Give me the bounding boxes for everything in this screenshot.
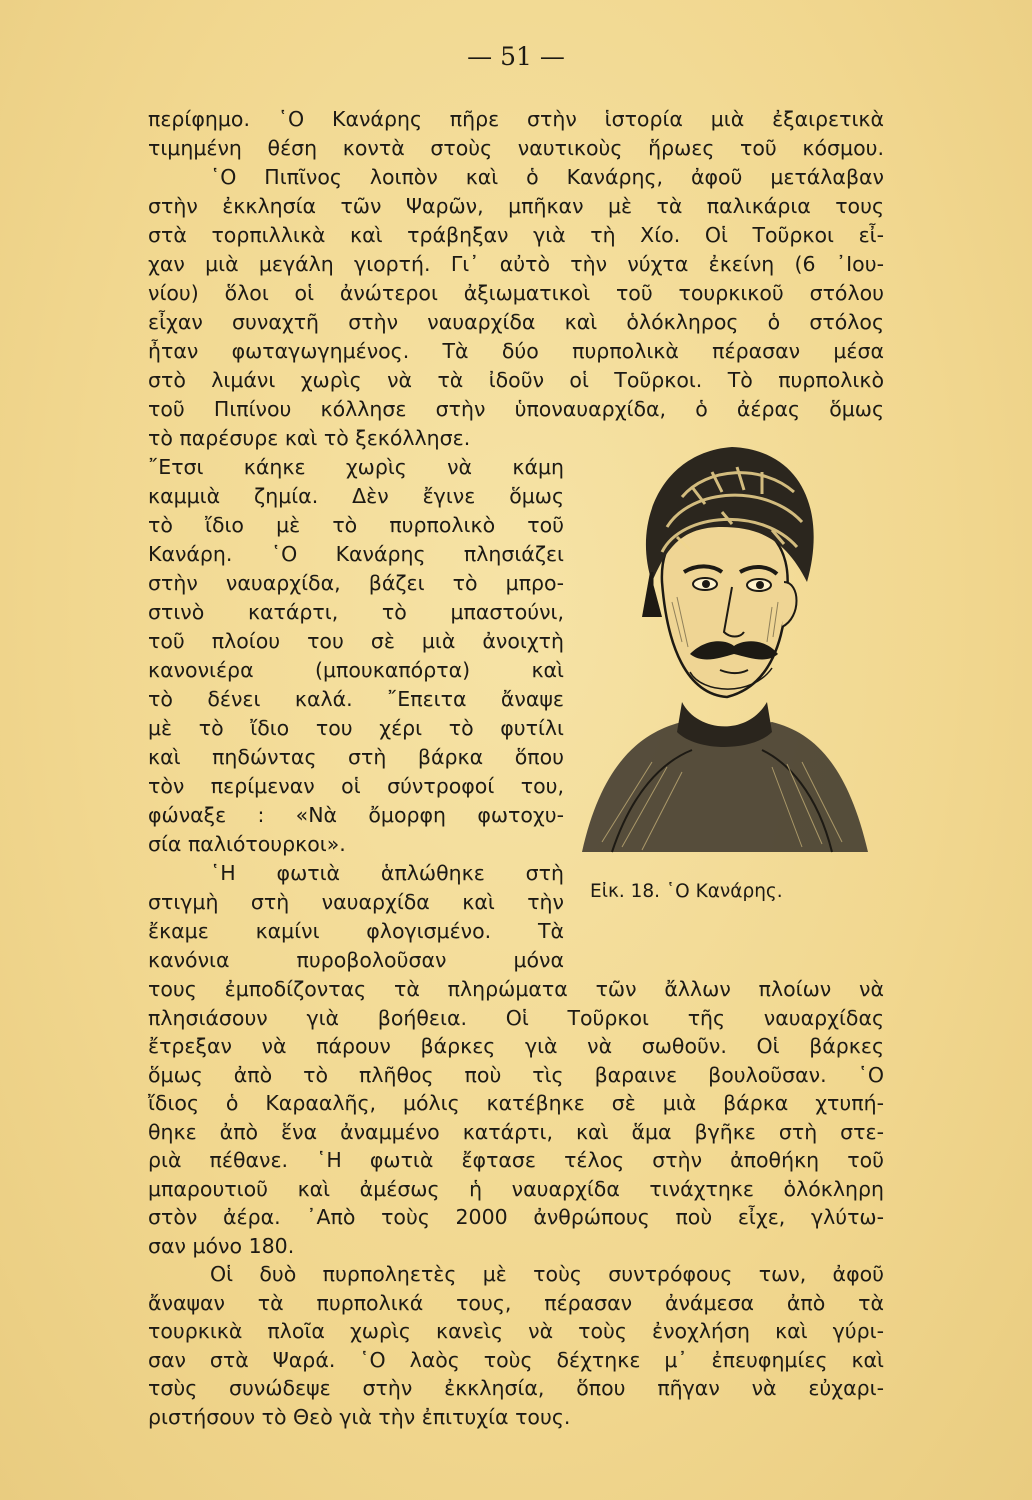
- text-line: στὴν ἐκκλησία τῶν Ψαρῶν, μπῆκαν μὲ τὰ παλικάρια τους: [148, 194, 884, 218]
- text-line: σία παλιότουρκοι».: [148, 832, 346, 856]
- text-line: εἶχαν συναχτῆ στὴν ναυαρχίδα καὶ ὁλόκληρος ὁ στόλος: [148, 310, 884, 334]
- text-line: καμμιὰ ζημία. Δὲν ἔγινε ὅμως: [148, 484, 564, 508]
- text-line: τους ἐμποδίζοντας τὰ πληρώματα τῶν ἄλλων πλοίων νὰ: [148, 977, 884, 1001]
- text-line: Οἱ δυὸ πυρποληετὲς μὲ τοὺς συντρόφους των, ἀφοῦ: [210, 1262, 884, 1286]
- text-line: τοῦ Πιπίνου κόλλησε στὴν ὑποναυαρχίδα, ὁ ἀέρας ὅμως: [148, 397, 884, 421]
- text-line: ῎Ετσι κάηκε χωρὶς νὰ κάμη: [148, 455, 564, 479]
- text-line: ριὰ πέθανε. ῾Η φωτιὰ ἔφτασε τέλος στὴν ἀποθήκη τοῦ: [148, 1148, 884, 1172]
- page-number: — 51 —: [467, 42, 565, 71]
- text-line: φώναξε : «Νὰ ὄμορφη φωτοχυ-: [148, 803, 564, 827]
- text-line: μὲ τὸ ἴδιο του χέρι τὸ φυτίλι: [148, 716, 564, 740]
- text-line: στὰ τορπιλλικὰ καὶ τράβηξαν γιὰ τὴ Χίο. Οἱ Τοῦρκοι εἶ-: [148, 223, 884, 247]
- text-line: στινὸ κατάρτι, τὸ μπαστούνι,: [148, 600, 564, 624]
- text-line: θηκε ἀπὸ ἕνα ἀναμμένο κατάρτι, καὶ ἅμα βγῆκε στὴ στε-: [148, 1119, 884, 1144]
- text-line: τὸ παρέσυρε καὶ τὸ ξεκόλλησε.: [148, 426, 471, 450]
- text-line: ὅμως ἀπὸ τὸ πλῆθος ποὺ τὶς βαραινε βουλοῦσαν. ῾Ο: [148, 1062, 884, 1087]
- text-line: πλησιάσουν γιὰ βοήθεια. Οἱ Τοῦρκοι τῆς ναυαρχίδας: [148, 1005, 884, 1030]
- text-line: ῾Η φωτιὰ ἁπλώθηκε στὴ: [210, 861, 564, 885]
- figure-caption: Εἰκ. 18. ῾Ο Κανάρης.: [590, 881, 783, 902]
- text-line: ἔκαμε καμίνι φλογισμένο. Τὰ: [148, 919, 564, 943]
- text-line: καὶ πηδώντας στὴ βάρκα ὅπου: [148, 745, 564, 769]
- text-line: νίου) ὅλοι οἱ ἀνώτεροι ἀξιωματικοὶ τοῦ τουρκικοῦ στόλου: [148, 281, 884, 305]
- text-line: στὴν ναυαρχίδα, βάζει τὸ μπρο-: [148, 571, 564, 595]
- text-line: τσὺς συνώδεψε στὴν ἐκκλησία, ὅπου πῆγαν νὰ εὐχαρι-: [148, 1376, 884, 1400]
- kanaris-portrait-engraving: [572, 432, 876, 872]
- text-line: ῾Ο Πιπῖνος λοιπὸν καὶ ὁ Κανάρης, ἀφοῦ μετάλαβαν: [210, 165, 884, 189]
- text-line: κανονιέρα (μπουκαπόρτα) καὶ: [148, 658, 564, 682]
- text-line: ἴδιος ὁ Καρααλῆς, μόλις κατέβηκε σὲ μιὰ βάρκα χτυπή-: [148, 1091, 884, 1115]
- text-line: ριστήσουν τὸ Θεὸ γιὰ τὴν ἐπιτυχία τους.: [148, 1404, 571, 1429]
- text-line: σαν μόνο 180.: [148, 1233, 295, 1258]
- text-line: τιμημένη θέση κοντὰ στοὺς ναυτικοὺς ἥρωες τοῦ κόσμου.: [148, 136, 884, 160]
- text-line: ἔτρεξαν νὰ πάρουν βάρκες γιὰ νὰ σωθοῦν. Οἱ βάρκες: [148, 1034, 884, 1058]
- text-line: τοῦ πλοίου του σὲ μιὰ ἀνοιχτὴ: [148, 629, 564, 653]
- text-line: περίφημο. ῾Ο Κανάρης πῆρε στὴν ἱστορία μιὰ ἐξαιρετικὰ: [148, 107, 884, 131]
- text-line: σαν στὰ Ψαρά. ῾Ο λαὸς τοὺς δέχτηκε μ᾽ ἐπευφημίες καὶ: [148, 1347, 884, 1372]
- text-line: κανόνια πυροβολοῦσαν μόνα: [148, 948, 564, 972]
- text-line: τὸ ἴδιο μὲ τὸ πυρπολικὸ τοῦ: [148, 513, 564, 537]
- portrait-figure: [572, 432, 876, 872]
- text-line: τὸ δένει καλά. ῎Επειτα ἄναψε: [148, 687, 564, 711]
- text-line: στὸ λιμάνι χωρὶς νὰ τὰ ἰδοῦν οἱ Τοῦρκοι. Τὸ πυρπολικὸ: [148, 368, 884, 392]
- text-line: τὸν περίμεναν οἱ σύντροφοί του,: [148, 774, 564, 798]
- text-line: χαν μιὰ μεγάλη γιορτή. Γι᾽ αὐτὸ τὴν νύχτα ἐκείνη (6 ᾽Ιου-: [148, 252, 884, 276]
- text-line: μπαρουτιοῦ καὶ ἀμέσως ἡ ναυαρχίδα τινάχτηκε ὁλόκληρη: [148, 1176, 884, 1201]
- text-line: ἦταν φωταγωγημένος. Τὰ δύο πυρπολικὰ πέρασαν μέσα: [148, 339, 884, 363]
- text-line: Κανάρη. ῾Ο Κανάρης πλησιάζει: [148, 542, 564, 566]
- text-line: στιγμὴ στὴ ναυαρχίδα καὶ τὴν: [148, 890, 564, 914]
- text-line: στὸν ἀέρα. ᾽Απὸ τοὺς 2000 ἀνθρώπους ποὺ εἶχε, γλύτω-: [148, 1205, 884, 1229]
- text-line: τουρκικὰ πλοῖα χωρὶς κανεὶς νὰ τοὺς ἐνοχλήση καὶ γύρι-: [148, 1319, 884, 1343]
- text-line: ἄναψαν τὰ πυρπολικά τους, πέρασαν ἀνάμεσα ἀπὸ τὰ: [148, 1290, 884, 1315]
